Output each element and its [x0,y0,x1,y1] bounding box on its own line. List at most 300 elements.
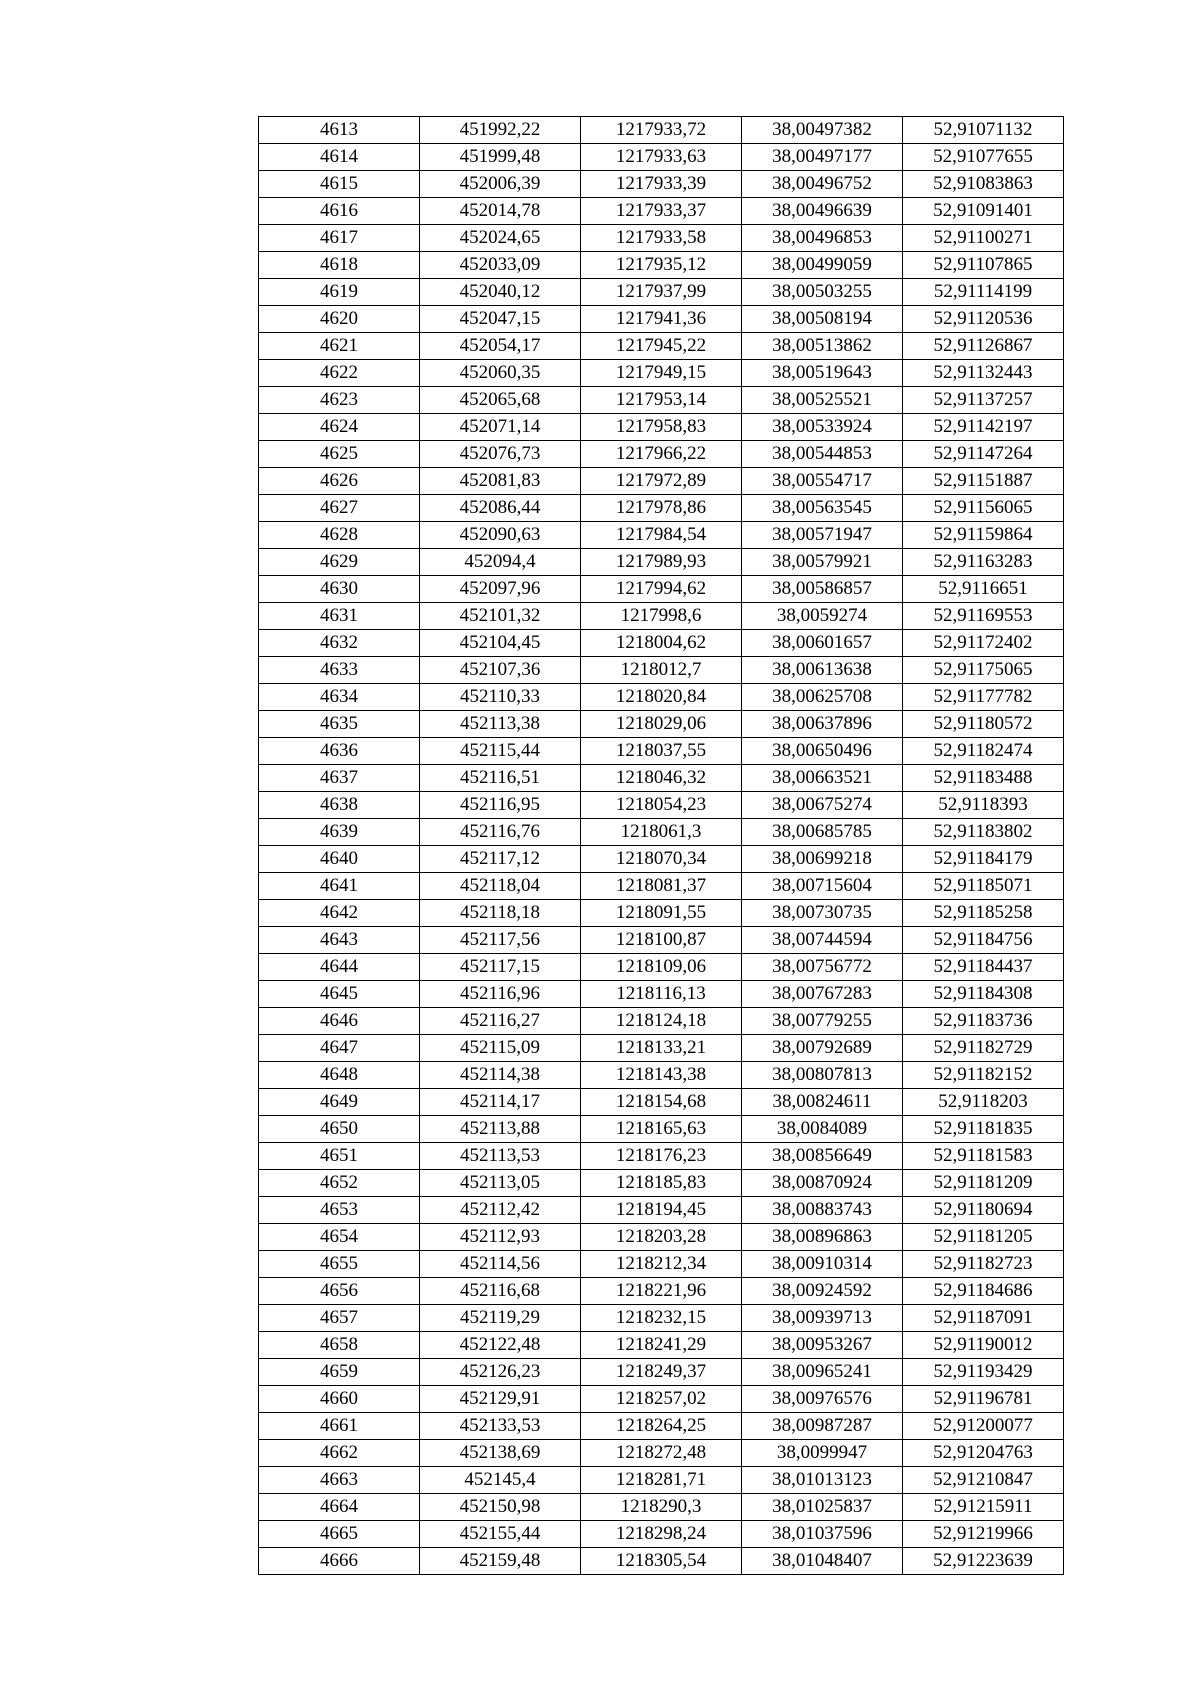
point-number-cell: 4633 [259,657,420,684]
table-row [259,738,1064,765]
table-row [259,1386,1064,1413]
latitude-cell: 38,00571947 [742,522,903,549]
longitude-cell: 52,91114199 [903,279,1064,306]
longitude-cell: 52,91182729 [903,1035,1064,1062]
longitude-cell: 52,91091401 [903,198,1064,225]
latitude-cell: 38,01048407 [742,1548,903,1575]
table-row [259,873,1064,900]
x-coordinate-cell: 452114,56 [420,1251,581,1278]
latitude-cell: 38,00856649 [742,1143,903,1170]
y-coordinate-cell: 1218298,24 [581,1521,742,1548]
x-coordinate-cell: 452114,38 [420,1062,581,1089]
latitude-cell: 38,0059274 [742,603,903,630]
y-coordinate-cell: 1217933,39 [581,171,742,198]
longitude-cell: 52,91185071 [903,873,1064,900]
x-coordinate-cell: 452115,44 [420,738,581,765]
y-coordinate-cell: 1217935,12 [581,252,742,279]
latitude-cell: 38,00625708 [742,684,903,711]
y-coordinate-cell: 1217989,93 [581,549,742,576]
y-coordinate-cell: 1218046,32 [581,765,742,792]
longitude-cell: 52,91151887 [903,468,1064,495]
point-number-cell: 4621 [259,333,420,360]
point-number-cell: 4629 [259,549,420,576]
table-row [259,1278,1064,1305]
longitude-cell: 52,91071132 [903,117,1064,144]
y-coordinate-cell: 1218100,87 [581,927,742,954]
latitude-cell: 38,00613638 [742,657,903,684]
x-coordinate-cell: 452113,53 [420,1143,581,1170]
x-coordinate-cell: 452014,78 [420,198,581,225]
longitude-cell: 52,91204763 [903,1440,1064,1467]
longitude-cell: 52,91184308 [903,981,1064,1008]
longitude-cell: 52,91083863 [903,171,1064,198]
y-coordinate-cell: 1218272,48 [581,1440,742,1467]
point-number-cell: 4620 [259,306,420,333]
point-number-cell: 4638 [259,792,420,819]
longitude-cell: 52,91215911 [903,1494,1064,1521]
point-number-cell: 4662 [259,1440,420,1467]
x-coordinate-cell: 452115,09 [420,1035,581,1062]
y-coordinate-cell: 1218176,23 [581,1143,742,1170]
y-coordinate-cell: 1218221,96 [581,1278,742,1305]
longitude-cell: 52,91077655 [903,144,1064,171]
longitude-cell: 52,91187091 [903,1305,1064,1332]
latitude-cell: 38,00685785 [742,819,903,846]
latitude-cell: 38,00939713 [742,1305,903,1332]
longitude-cell: 52,91181209 [903,1170,1064,1197]
point-number-cell: 4656 [259,1278,420,1305]
latitude-cell: 38,00965241 [742,1359,903,1386]
x-coordinate-cell: 452006,39 [420,171,581,198]
latitude-cell: 38,00767283 [742,981,903,1008]
point-number-cell: 4663 [259,1467,420,1494]
table-row [259,1035,1064,1062]
table-row [259,441,1064,468]
point-number-cell: 4658 [259,1332,420,1359]
table-row [259,198,1064,225]
latitude-cell: 38,00525521 [742,387,903,414]
longitude-cell: 52,91156065 [903,495,1064,522]
coordinates-table [258,116,1064,1575]
x-coordinate-cell: 452086,44 [420,495,581,522]
x-coordinate-cell: 452112,93 [420,1224,581,1251]
y-coordinate-cell: 1217945,22 [581,333,742,360]
point-number-cell: 4647 [259,1035,420,1062]
longitude-cell: 52,91180694 [903,1197,1064,1224]
table-row [259,522,1064,549]
y-coordinate-cell: 1217933,72 [581,117,742,144]
y-coordinate-cell: 1218133,21 [581,1035,742,1062]
latitude-cell: 38,00924592 [742,1278,903,1305]
latitude-cell: 38,00554717 [742,468,903,495]
table-row [259,414,1064,441]
latitude-cell: 38,00508194 [742,306,903,333]
table-row [259,360,1064,387]
table-row [259,1359,1064,1386]
x-coordinate-cell: 452116,96 [420,981,581,1008]
point-number-cell: 4624 [259,414,420,441]
longitude-cell: 52,91107865 [903,252,1064,279]
latitude-cell: 38,00544853 [742,441,903,468]
longitude-cell: 52,91147264 [903,441,1064,468]
longitude-cell: 52,91184686 [903,1278,1064,1305]
coordinates-table-body [259,117,1064,1575]
x-coordinate-cell: 452126,23 [420,1359,581,1386]
table-row [259,1224,1064,1251]
longitude-cell: 52,91181205 [903,1224,1064,1251]
x-coordinate-cell: 452047,15 [420,306,581,333]
table-row [259,1251,1064,1278]
x-coordinate-cell: 452116,68 [420,1278,581,1305]
point-number-cell: 4625 [259,441,420,468]
point-number-cell: 4645 [259,981,420,1008]
latitude-cell: 38,00579921 [742,549,903,576]
point-number-cell: 4632 [259,630,420,657]
longitude-cell: 52,91182723 [903,1251,1064,1278]
point-number-cell: 4635 [259,711,420,738]
table-row [259,225,1064,252]
latitude-cell: 38,00756772 [742,954,903,981]
y-coordinate-cell: 1218249,37 [581,1359,742,1386]
y-coordinate-cell: 1217941,36 [581,306,742,333]
point-number-cell: 4615 [259,171,420,198]
table-row [259,657,1064,684]
y-coordinate-cell: 1217949,15 [581,360,742,387]
x-coordinate-cell: 452107,36 [420,657,581,684]
latitude-cell: 38,0084089 [742,1116,903,1143]
longitude-cell: 52,91183736 [903,1008,1064,1035]
table-row [259,1494,1064,1521]
table-row [259,1548,1064,1575]
latitude-cell: 38,00496639 [742,198,903,225]
point-number-cell: 4618 [259,252,420,279]
y-coordinate-cell: 1218054,23 [581,792,742,819]
point-number-cell: 4640 [259,846,420,873]
x-coordinate-cell: 452081,83 [420,468,581,495]
latitude-cell: 38,00870924 [742,1170,903,1197]
table-row [259,1062,1064,1089]
longitude-cell: 52,91184437 [903,954,1064,981]
point-number-cell: 4659 [259,1359,420,1386]
x-coordinate-cell: 452117,12 [420,846,581,873]
longitude-cell: 52,91196781 [903,1386,1064,1413]
x-coordinate-cell: 452054,17 [420,333,581,360]
latitude-cell: 38,00503255 [742,279,903,306]
longitude-cell: 52,9116651 [903,576,1064,603]
x-coordinate-cell: 452113,38 [420,711,581,738]
longitude-cell: 52,91181583 [903,1143,1064,1170]
x-coordinate-cell: 452113,88 [420,1116,581,1143]
latitude-cell: 38,00792689 [742,1035,903,1062]
longitude-cell: 52,91219966 [903,1521,1064,1548]
longitude-cell: 52,91193429 [903,1359,1064,1386]
table-row [259,252,1064,279]
x-coordinate-cell: 452118,04 [420,873,581,900]
x-coordinate-cell: 452145,4 [420,1467,581,1494]
point-number-cell: 4631 [259,603,420,630]
y-coordinate-cell: 1218165,63 [581,1116,742,1143]
latitude-cell: 38,01025837 [742,1494,903,1521]
point-number-cell: 4653 [259,1197,420,1224]
table-row [259,1440,1064,1467]
table-row [259,1521,1064,1548]
longitude-cell: 52,91163283 [903,549,1064,576]
x-coordinate-cell: 452118,18 [420,900,581,927]
longitude-cell: 52,91100271 [903,225,1064,252]
point-number-cell: 4649 [259,1089,420,1116]
y-coordinate-cell: 1218124,18 [581,1008,742,1035]
x-coordinate-cell: 452104,45 [420,630,581,657]
longitude-cell: 52,91184179 [903,846,1064,873]
point-number-cell: 4664 [259,1494,420,1521]
x-coordinate-cell: 452150,98 [420,1494,581,1521]
table-row [259,792,1064,819]
longitude-cell: 52,91200077 [903,1413,1064,1440]
x-coordinate-cell: 452024,65 [420,225,581,252]
latitude-cell: 38,00744594 [742,927,903,954]
longitude-cell: 52,91126867 [903,333,1064,360]
x-coordinate-cell: 452138,69 [420,1440,581,1467]
longitude-cell: 52,91180572 [903,711,1064,738]
table-row [259,576,1064,603]
latitude-cell: 38,00779255 [742,1008,903,1035]
point-number-cell: 4650 [259,1116,420,1143]
table-row [259,819,1064,846]
y-coordinate-cell: 1217933,58 [581,225,742,252]
y-coordinate-cell: 1217998,6 [581,603,742,630]
point-number-cell: 4651 [259,1143,420,1170]
latitude-cell: 38,00675274 [742,792,903,819]
x-coordinate-cell: 452113,05 [420,1170,581,1197]
table-row [259,1008,1064,1035]
y-coordinate-cell: 1217972,89 [581,468,742,495]
latitude-cell: 38,00519643 [742,360,903,387]
longitude-cell: 52,91132443 [903,360,1064,387]
longitude-cell: 52,91190012 [903,1332,1064,1359]
y-coordinate-cell: 1218241,29 [581,1332,742,1359]
point-number-cell: 4654 [259,1224,420,1251]
x-coordinate-cell: 452129,91 [420,1386,581,1413]
x-coordinate-cell: 452040,12 [420,279,581,306]
point-number-cell: 4622 [259,360,420,387]
y-coordinate-cell: 1218290,3 [581,1494,742,1521]
point-number-cell: 4616 [259,198,420,225]
table-row [259,684,1064,711]
longitude-cell: 52,91182474 [903,738,1064,765]
table-row [259,306,1064,333]
y-coordinate-cell: 1218109,06 [581,954,742,981]
table-row [259,711,1064,738]
longitude-cell: 52,91181835 [903,1116,1064,1143]
y-coordinate-cell: 1217966,22 [581,441,742,468]
longitude-cell: 52,91185258 [903,900,1064,927]
latitude-cell: 38,00563545 [742,495,903,522]
table-row [259,1332,1064,1359]
longitude-cell: 52,91223639 [903,1548,1064,1575]
point-number-cell: 4660 [259,1386,420,1413]
table-row [259,333,1064,360]
point-number-cell: 4666 [259,1548,420,1575]
point-number-cell: 4643 [259,927,420,954]
y-coordinate-cell: 1218305,54 [581,1548,742,1575]
y-coordinate-cell: 1218232,15 [581,1305,742,1332]
table-row [259,1413,1064,1440]
x-coordinate-cell: 452090,63 [420,522,581,549]
point-number-cell: 4639 [259,819,420,846]
table-row [259,549,1064,576]
table-row [259,1197,1064,1224]
latitude-cell: 38,00730735 [742,900,903,927]
latitude-cell: 38,00496752 [742,171,903,198]
x-coordinate-cell: 452101,32 [420,603,581,630]
longitude-cell: 52,91183488 [903,765,1064,792]
y-coordinate-cell: 1218061,3 [581,819,742,846]
longitude-cell: 52,91182152 [903,1062,1064,1089]
longitude-cell: 52,91142197 [903,414,1064,441]
table-row [259,1170,1064,1197]
y-coordinate-cell: 1217978,86 [581,495,742,522]
x-coordinate-cell: 452094,4 [420,549,581,576]
point-number-cell: 4628 [259,522,420,549]
y-coordinate-cell: 1218116,13 [581,981,742,1008]
point-number-cell: 4644 [259,954,420,981]
table-row [259,846,1064,873]
y-coordinate-cell: 1218185,83 [581,1170,742,1197]
x-coordinate-cell: 452117,56 [420,927,581,954]
table-row [259,279,1064,306]
longitude-cell: 52,91183802 [903,819,1064,846]
latitude-cell: 38,0099947 [742,1440,903,1467]
table-row [259,1116,1064,1143]
y-coordinate-cell: 1218012,7 [581,657,742,684]
x-coordinate-cell: 452116,27 [420,1008,581,1035]
latitude-cell: 38,00910314 [742,1251,903,1278]
table-row [259,171,1064,198]
point-number-cell: 4627 [259,495,420,522]
table-row [259,603,1064,630]
x-coordinate-cell: 452060,35 [420,360,581,387]
latitude-cell: 38,00715604 [742,873,903,900]
y-coordinate-cell: 1218070,34 [581,846,742,873]
y-coordinate-cell: 1217937,99 [581,279,742,306]
y-coordinate-cell: 1217953,14 [581,387,742,414]
point-number-cell: 4613 [259,117,420,144]
point-number-cell: 4665 [259,1521,420,1548]
point-number-cell: 4617 [259,225,420,252]
latitude-cell: 38,00533924 [742,414,903,441]
x-coordinate-cell: 452071,14 [420,414,581,441]
table-row [259,927,1064,954]
table-row [259,1143,1064,1170]
y-coordinate-cell: 1217958,83 [581,414,742,441]
point-number-cell: 4630 [259,576,420,603]
longitude-cell: 52,91169553 [903,603,1064,630]
x-coordinate-cell: 452097,96 [420,576,581,603]
table-row [259,387,1064,414]
y-coordinate-cell: 1217933,37 [581,198,742,225]
y-coordinate-cell: 1217933,63 [581,144,742,171]
latitude-cell: 38,00601657 [742,630,903,657]
table-row [259,900,1064,927]
latitude-cell: 38,01037596 [742,1521,903,1548]
x-coordinate-cell: 451999,48 [420,144,581,171]
longitude-cell: 52,91159864 [903,522,1064,549]
latitude-cell: 38,00663521 [742,765,903,792]
table-row [259,981,1064,1008]
point-number-cell: 4641 [259,873,420,900]
longitude-cell: 52,91137257 [903,387,1064,414]
longitude-cell: 52,91175065 [903,657,1064,684]
x-coordinate-cell: 452065,68 [420,387,581,414]
point-number-cell: 4619 [259,279,420,306]
longitude-cell: 52,91210847 [903,1467,1064,1494]
y-coordinate-cell: 1218194,45 [581,1197,742,1224]
latitude-cell: 38,00699218 [742,846,903,873]
y-coordinate-cell: 1218020,84 [581,684,742,711]
y-coordinate-cell: 1218037,55 [581,738,742,765]
point-number-cell: 4642 [259,900,420,927]
latitude-cell: 38,00637896 [742,711,903,738]
latitude-cell: 38,00497382 [742,117,903,144]
longitude-cell: 52,91177782 [903,684,1064,711]
x-coordinate-cell: 452122,48 [420,1332,581,1359]
latitude-cell: 38,01013123 [742,1467,903,1494]
y-coordinate-cell: 1218143,38 [581,1062,742,1089]
point-number-cell: 4623 [259,387,420,414]
point-number-cell: 4661 [259,1413,420,1440]
x-coordinate-cell: 452110,33 [420,684,581,711]
longitude-cell: 52,91172402 [903,630,1064,657]
point-number-cell: 4626 [259,468,420,495]
x-coordinate-cell: 452117,15 [420,954,581,981]
table-row [259,1305,1064,1332]
point-number-cell: 4652 [259,1170,420,1197]
table-row [259,1467,1064,1494]
y-coordinate-cell: 1217984,54 [581,522,742,549]
x-coordinate-cell: 452033,09 [420,252,581,279]
latitude-cell: 38,00807813 [742,1062,903,1089]
y-coordinate-cell: 1217994,62 [581,576,742,603]
latitude-cell: 38,00953267 [742,1332,903,1359]
x-coordinate-cell: 452112,42 [420,1197,581,1224]
table-row [259,117,1064,144]
y-coordinate-cell: 1218264,25 [581,1413,742,1440]
point-number-cell: 4657 [259,1305,420,1332]
x-coordinate-cell: 452133,53 [420,1413,581,1440]
y-coordinate-cell: 1218203,28 [581,1224,742,1251]
latitude-cell: 38,00987287 [742,1413,903,1440]
latitude-cell: 38,00497177 [742,144,903,171]
y-coordinate-cell: 1218281,71 [581,1467,742,1494]
latitude-cell: 38,00496853 [742,225,903,252]
latitude-cell: 38,00824611 [742,1089,903,1116]
latitude-cell: 38,00883743 [742,1197,903,1224]
table-row [259,630,1064,657]
y-coordinate-cell: 1218212,34 [581,1251,742,1278]
longitude-cell: 52,91120536 [903,306,1064,333]
x-coordinate-cell: 452114,17 [420,1089,581,1116]
latitude-cell: 38,00499059 [742,252,903,279]
point-number-cell: 4614 [259,144,420,171]
x-coordinate-cell: 452116,76 [420,819,581,846]
longitude-cell: 52,9118393 [903,792,1064,819]
x-coordinate-cell: 452116,95 [420,792,581,819]
point-number-cell: 4636 [259,738,420,765]
x-coordinate-cell: 451992,22 [420,117,581,144]
y-coordinate-cell: 1218257,02 [581,1386,742,1413]
table-row [259,144,1064,171]
table-row [259,495,1064,522]
